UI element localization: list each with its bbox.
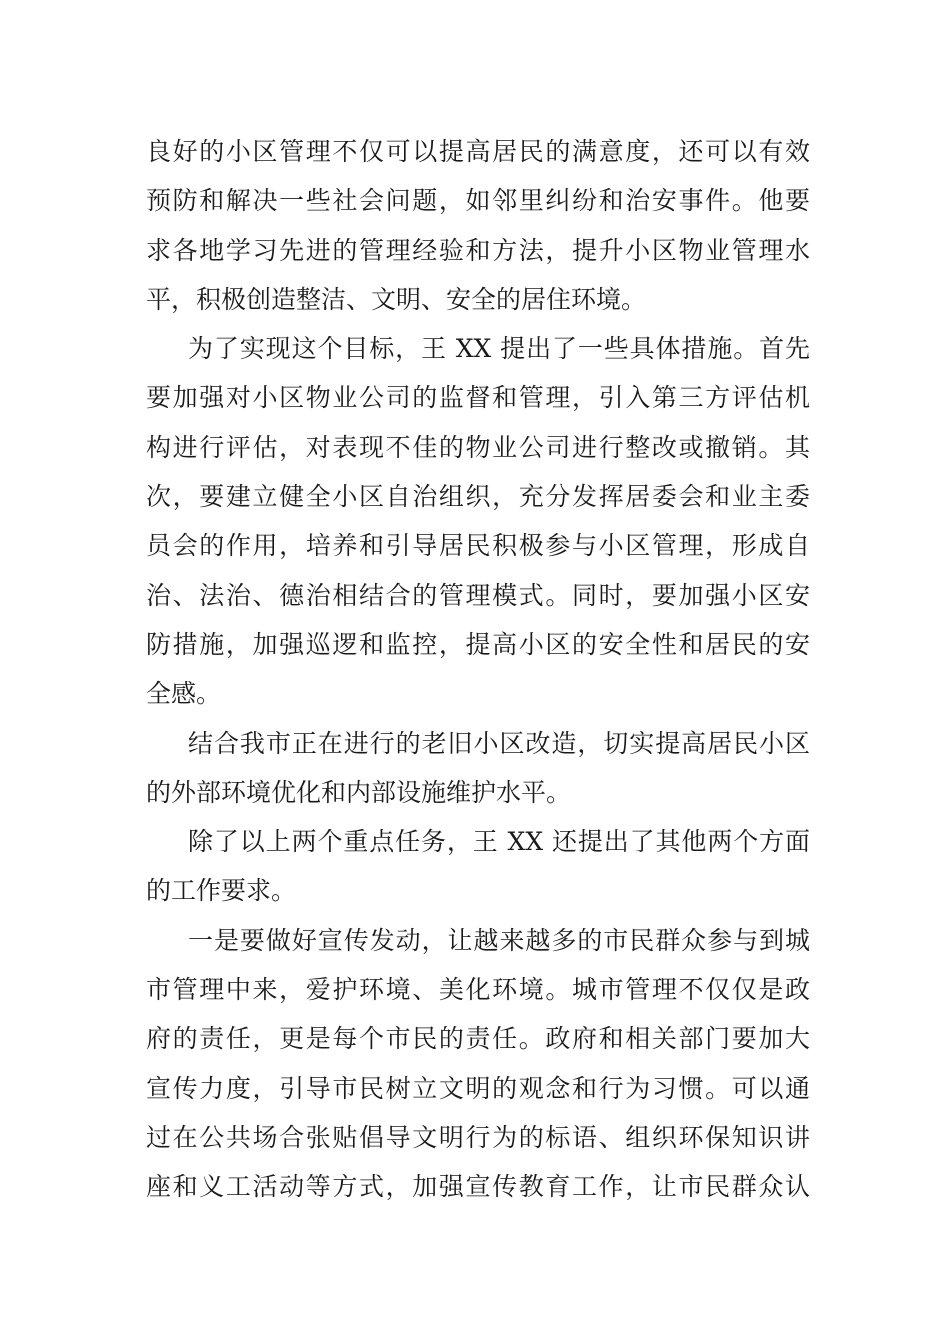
text-line: 员会的作用，培养和引导居民积极参与小区管理，形成自 xyxy=(146,531,810,561)
text-line: 防措施，加强巡逻和监控，提高小区的安全性和居民的安 xyxy=(146,629,810,659)
text-line: 为了实现这个目标，王 XX 提出了一些具体措施。首先 xyxy=(188,334,810,364)
text-line: 的工作要求。 xyxy=(146,876,297,906)
text-line: 除了以上两个重点任务，王 XX 还提出了其他两个方面 xyxy=(188,827,810,857)
text-line: 预防和解决一些社会问题，如邻里纠纷和治安事件。他要 xyxy=(146,186,810,216)
text-line: 结合我市正在进行的老旧小区改造，切实提高居民小区 xyxy=(188,728,810,758)
text-line: 平，积极创造整洁、文明、安全的居住环境。 xyxy=(146,284,647,314)
text-line: 治、法治、德治相结合的管理模式。同时，要加强小区安 xyxy=(146,580,810,610)
text-line: 良好的小区管理不仅可以提高居民的满意度，还可以有效 xyxy=(146,137,810,166)
text-line: 宣传力度，引导市民树立文明的观念和行为习惯。可以通 xyxy=(146,1073,810,1103)
text-line: 要加强对小区物业公司的监督和管理，引入第三方评估机 xyxy=(146,383,810,413)
text-line: 全感。 xyxy=(146,679,222,709)
text-line: 座和义工活动等方式，加强宣传教育工作，让市民群众认 xyxy=(146,1172,810,1202)
text-line: 次，要建立健全小区自治组织，充分发挥居委会和业主委 xyxy=(146,482,810,512)
text-line: 府的责任，更是每个市民的责任。政府和相关部门要加大 xyxy=(146,1024,810,1054)
text-line: 求各地学习先进的管理经验和方法，提升小区物业管理水 xyxy=(146,235,810,265)
text-line: 过在公共场合张贴倡导文明行为的标语、组织环保知识讲 xyxy=(146,1122,810,1152)
text-line: 市管理中来，爱护环境、美化环境。城市管理不仅仅是政 xyxy=(146,975,810,1005)
text-line: 一是要做好宣传发动，让越来越多的市民群众参与到城 xyxy=(188,925,810,955)
body-text xyxy=(146,127,810,1212)
text-line: 的外部环境优化和内部设施维护水平。 xyxy=(146,777,572,807)
text-line: 构进行评估，对表现不佳的物业公司进行整改或撤销。其 xyxy=(146,432,810,462)
